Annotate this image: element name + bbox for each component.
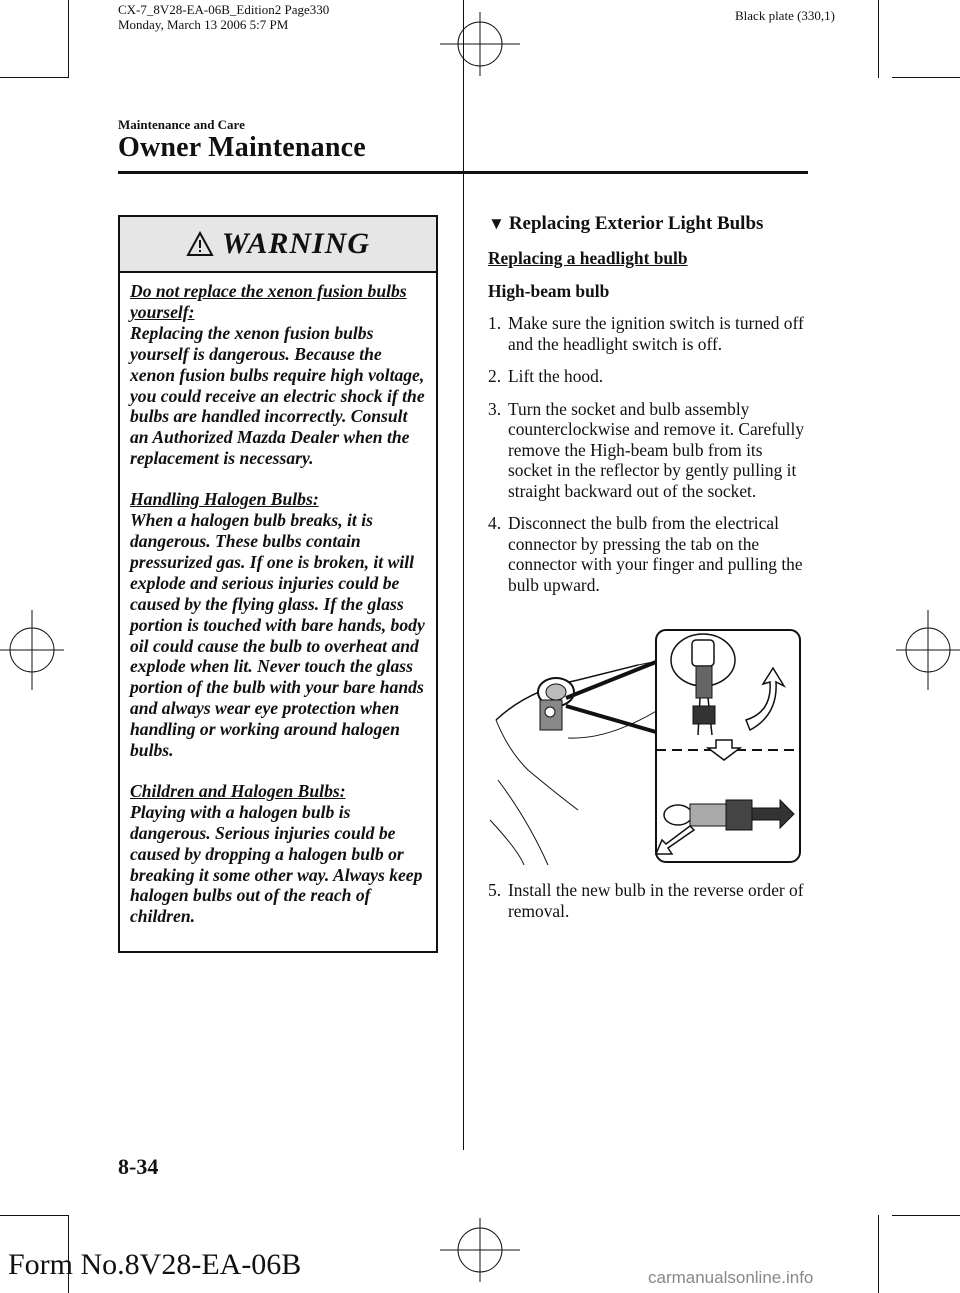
print-info-file: CX-7_8V28-EA-06B_Edition2 Page330 <box>118 2 330 17</box>
crop-mark <box>68 0 69 78</box>
warning-heading-halogen: Handling Halogen Bulbs: <box>130 489 319 510</box>
registration-mark-icon <box>896 610 960 690</box>
registration-mark-icon <box>0 610 64 690</box>
step-item <box>488 399 808 502</box>
plate-label: Black plate (330,1) <box>735 8 835 23</box>
print-info <box>118 2 329 32</box>
warning-heading-children: Children and Halogen Bulbs: <box>130 780 346 801</box>
warning-text-halogen: When a halogen bulb breaks, it is dangerous. These bulbs contain pressurized gas. If one is broken, it will explode and serious injuries could be caused by the flying glass. If the glass portion is touched with bare hands, body oil could cause the bulb to overheat and explode when lit. Never touch the glass portion of the bulb with your bare hands and always wear eye protection when handling or working around halogen bulbs. <box>130 510 425 761</box>
warning-text-children: Playing with a halogen bulb is dangerous. Serious injuries could be caused by dropping a halogen bulb or breaking it some other way. Always keep halogen bulbs out of the reach of children. <box>130 801 423 927</box>
headlight-bulb-illustration <box>488 620 808 865</box>
step-number: 3. <box>488 398 502 419</box>
registration-mark-icon <box>440 12 520 76</box>
step-number: 4. <box>488 513 502 533</box>
warning-heading-xenon: Do not replace the xenon fusion bulbs yourself: <box>130 281 407 322</box>
warning-title: WARNING <box>221 227 371 260</box>
crop-mark <box>0 1215 68 1216</box>
warning-triangle-icon <box>186 231 214 257</box>
form-number: Form No.8V28-EA-06B <box>8 1248 302 1281</box>
crop-mark <box>878 0 879 78</box>
step-text: Disconnect the bulb from the electrical connector by pressing the tab on the connector with your finger and pulling the bulb upward. <box>508 513 803 595</box>
step-number: 5. <box>488 880 502 900</box>
crop-mark <box>0 77 68 78</box>
page-title: Owner Maintenance <box>118 132 366 163</box>
step-number: 1. <box>488 313 502 333</box>
step-text: Make sure the ignition switch is turned off and the headlight switch is off. <box>508 313 804 354</box>
step-item <box>488 366 808 387</box>
step-number: 2. <box>488 366 502 386</box>
crop-mark <box>892 1215 960 1216</box>
section-heading <box>488 213 763 235</box>
instructions <box>488 248 808 607</box>
heading-marker-icon: ▼ <box>488 214 505 233</box>
warning-text-xenon: Replacing the xenon fusion bulbs yourself is dangerous. Because the xenon fusion bulbs require high voltage, you could receive an electric shock if the bulbs are handled incorrectly. Consult an Authorized Mazda Dealer when the replacement is necessary. <box>130 322 425 469</box>
warning-body <box>120 273 436 927</box>
crop-mark <box>892 77 960 78</box>
watermark: carmanualsonline.info <box>648 1268 814 1287</box>
step-item <box>488 513 808 595</box>
page-number: 8-34 <box>118 1154 159 1179</box>
title-rule <box>118 171 808 174</box>
warning-box <box>118 215 438 953</box>
registration-mark-icon <box>440 1218 520 1282</box>
warning-header <box>120 217 436 273</box>
step-item <box>488 880 808 933</box>
headlamp-assembly <box>538 678 574 730</box>
step-text: Install the new bulb in the reverse order of removal. <box>508 880 804 921</box>
section-label: Maintenance and Care <box>118 117 245 132</box>
high-beam-subheading: High-beam bulb <box>488 280 610 301</box>
step-text: Turn the socket and bulb assembly counterclockwise and remove it. Carefully remove the High-beam bulb from its socket in the reflector by gently pulling it straight backward out of the socket. <box>508 398 805 501</box>
print-info-date: Monday, March 13 2006 5:7 PM <box>118 17 289 32</box>
section-heading-text: Replacing Exterior Light Bulbs <box>508 213 764 234</box>
headlight-bulb-link: Replacing a headlight bulb <box>488 248 688 268</box>
step-text: Lift the hood. <box>508 366 604 386</box>
step-item <box>488 313 808 354</box>
crop-mark <box>878 1215 879 1293</box>
